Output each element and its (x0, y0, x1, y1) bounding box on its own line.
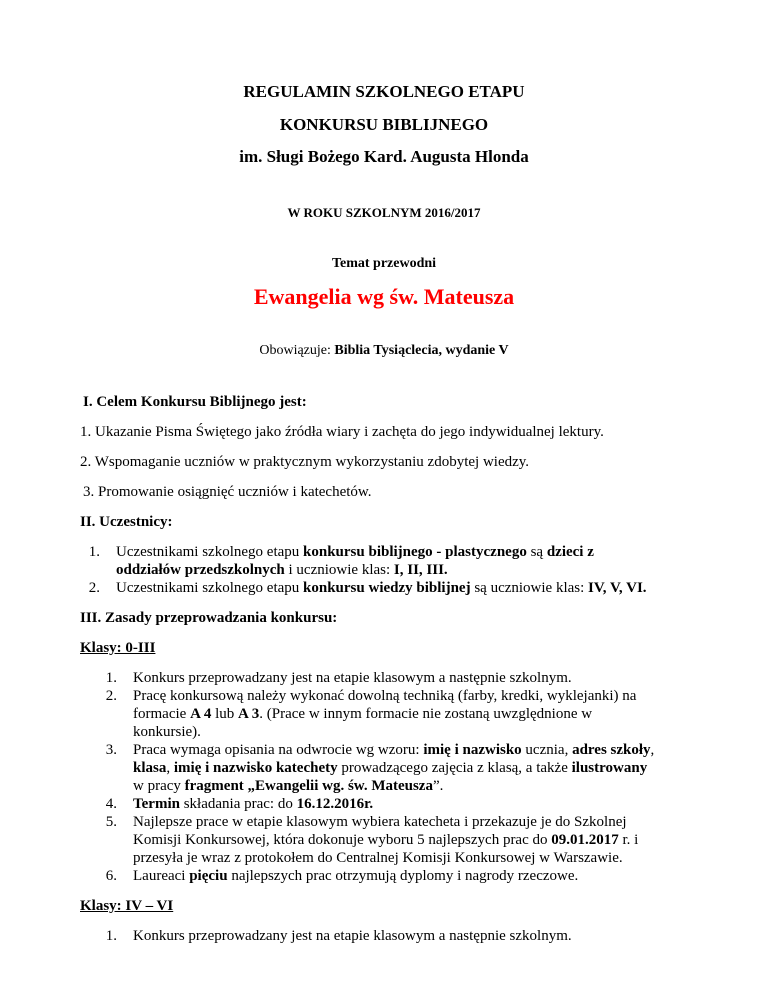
rule-4-number: 4. (105, 796, 117, 812)
rule-3-line-1: Praca wymaga opisania na odwrocie wg wzoru: imię i nazwisko ucznia, adres szkoły, (133, 742, 655, 758)
required-value: Biblia Tysiąclecia, wydanie V (334, 343, 509, 358)
section-1-heading: I. Celem Konkursu Biblijnego jest: (83, 394, 307, 410)
rule-6-number: 6. (105, 868, 117, 884)
rule-5-line-1: Najlepsze prace w etapie klasowym wybiera katecheta i przekazuje je do Szkolnej (133, 814, 627, 830)
title-line-1: REGULAMIN SZKOLNEGO ETAPU (243, 82, 525, 101)
section-2-item-1-number: 1. (88, 544, 100, 560)
rule-4: Termin składania prac: do 16.12.2016r. (133, 796, 374, 812)
title-line-3: im. Sługi Bożego Kard. Augusta Hlonda (239, 147, 529, 166)
section-2-item-1-line-1: Uczestnikami szkolnego etapu konkursu biblijnego - plastycznego są dzieci z (116, 544, 594, 560)
rule-2-line-1: Pracę konkursową należy wykonać dowolną techniką (farby, kredki, wyklejanki) na (133, 688, 637, 704)
section-1-point-1: 1. Ukazanie Pisma Świętego jako źródła wiary i zachęta do jego indywidualnej lektury. (80, 424, 604, 440)
subsection-classes-0-3: Klasy: 0-III (80, 640, 156, 656)
rule-3-line-3: w pracy fragment „Ewangelii wg. św. Mateusza”. (133, 778, 444, 794)
theme-label: Temat przewodni (331, 256, 437, 271)
rule-2-line-3: konkursie). (133, 724, 201, 740)
subsection-classes-4-6: Klasy: IV – VI (80, 898, 174, 914)
section-1-point-2: 2. Wspomaganie uczniów w praktycznym wykorzystaniu zdobytej wiedzy. (80, 454, 530, 470)
rule-2-number: 2. (105, 688, 117, 704)
title-line-2: KONKURSU BIBLIJNEGO (279, 115, 489, 134)
rule-5-line-3: przesyła je wraz z protokołem do Centralnej Komisji Konkursowej w Warszawie. (133, 850, 623, 866)
section-2-item-1-line-2: oddziałów przedszkolnych i uczniowie klas: I, II, III. (116, 562, 448, 578)
section-2-item-2-number: 2. (88, 580, 100, 596)
rule-5-number: 5. (105, 814, 117, 830)
required-text-line (0, 343, 768, 359)
rule-iv-1: Konkurs przeprowadzany jest na etapie klasowym a następnie szkolnym. (133, 928, 572, 944)
section-2-item-2: Uczestnikami szkolnego etapu konkursu wiedzy biblijnej są uczniowie klas: IV, V, VI. (116, 580, 647, 596)
rule-3-line-2: klasa, imię i nazwisko katechety prowadzącego zajęcia z klasą, a także ilustrowany (133, 760, 648, 776)
rule-3-number: 3. (105, 742, 117, 758)
rule-5-line-2: Komisji Konkursowej, która dokonuje wyboru 5 najlepszych prac do 09.01.2017 r. i (133, 832, 639, 848)
required-label: Obowiązuje: (259, 343, 335, 358)
section-3-heading: III. Zasady przeprowadzania konkursu: (80, 610, 338, 626)
rule-1: Konkurs przeprowadzany jest na etapie klasowym a następnie szkolnym. (133, 670, 572, 686)
rule-iv-1-number: 1. (105, 928, 117, 944)
theme-title: Ewangelia wg św. Mateusza (253, 284, 515, 309)
school-year: W ROKU SZKOLNYM 2016/2017 (287, 205, 481, 220)
section-1-point-3: 3. Promowanie osiągnięć uczniów i katechetów. (83, 484, 372, 500)
section-2-heading: II. Uczestnicy: (80, 514, 173, 530)
rule-2-line-2: formacie A 4 lub A 3. (Prace w innym formacie nie zostaną uwzględnione w (133, 706, 593, 722)
rule-6: Laureaci pięciu najlepszych prac otrzymują dyplomy i nagrody rzeczowe. (133, 868, 579, 884)
rule-1-number: 1. (105, 670, 117, 686)
